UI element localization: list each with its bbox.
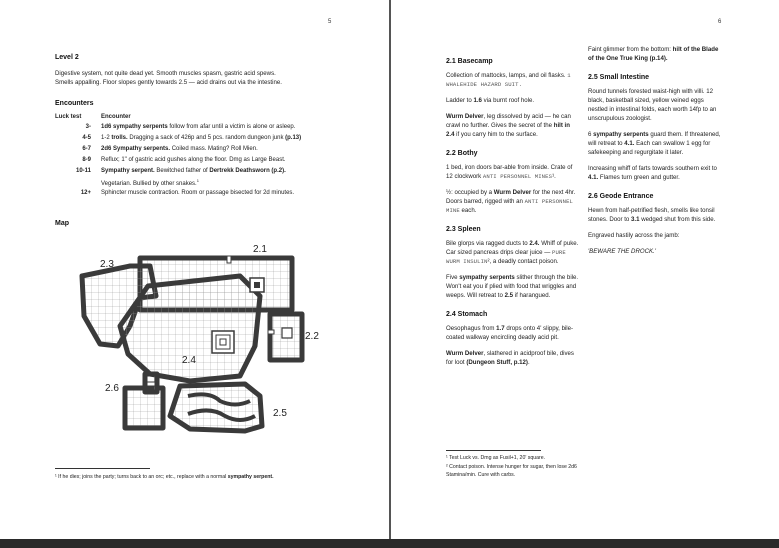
label-2-6: 2.6 [105,383,119,394]
label-2-1: 2.1 [253,244,267,255]
page-number: 5 [328,19,332,25]
label-2-4: 2.4 [182,355,196,366]
level-title: Level 2 [55,54,79,61]
section-2-1-p2: Ladder to 1.6 via burnt roof hole. [446,97,535,104]
encounter-text: Sphincter muscle contraction. Room or passage bisected for 2d minutes. [101,190,295,196]
ladder-hole [250,278,264,292]
right-column-2 [588,45,722,256]
bothy-shaft [282,328,292,338]
section-2-5-title: 2.5 Small Intestine [588,74,650,81]
encounter-text: 2d6 Sympathy serpents. Coiled mass. Mating? Roll Mien. [101,146,258,152]
table-row: 12+ Sphincter muscle contraction. Room or passage bisected for 2d minutes. [55,189,355,200]
section-2-6-title: 2.6 Geode Entrance [588,193,654,200]
encounter-header: Encounter [101,114,131,120]
section-2-4-p3: Faint glimmer from the bottom: hilt of the Blade of the One True King (p.14). [588,46,719,62]
label-2-3: 2.3 [100,259,114,270]
footnote-1: ¹ Test Luck vs. Dmg as Fusil+1, 20' square. [446,455,546,461]
map-walls [82,258,302,431]
footnote-2: ² Contact poison. Intense hunger for sugar, then lose 2d6 Stamina/min. Cure with carbs. [446,464,577,478]
section-2-5-p1: Round tunnels forested waist-high with villi. 12 black, basketball sized, yellow veined eggs nestled in intestinal folds, each worth 14fp to an unscrupulous zoologist. [588,88,717,122]
table-row: 4-5 1-2 trolls. Dragging a sack of 426p and 5 pcs. random dungeon junk (p.13) [55,134,355,145]
section-2-4-p1: Oesophagus from 1.7 drops onto 4' slippy, bile-coated walkway encircling deadly acid pit. [446,325,574,341]
encounter-table [55,114,355,200]
bottom-bar [0,539,779,548]
intro-line-1: Digestive system, not quite dead yet. Smooth muscles spasm, gastric acid spews. [55,70,276,77]
section-2-6-p2: Engraved hastily across the jamb: [588,232,680,239]
room-2-5 [170,384,262,431]
table-row: 6-7 2d6 Sympathy serpents. Coiled mass. Mating? Roll Mien. [55,145,355,156]
section-2-1-p3: Wurm Delver, leg dissolved by acid — he can crawl no further. Gives the secret of the hilt in 2.4 if you carry him to the surface. [446,113,571,138]
section-2-3-p1: Bile glorps via ragged ducts to 2.4. Whiff of puke. Car sized pancreas drips clear juice — PURE WURM INSULIN², a deadly contact poison. [446,240,579,265]
section-2-2-title: 2.2 Bothy [446,150,478,157]
section-2-3-title: 2.3 Spleen [446,226,481,233]
table-row: 8-9 Reflux; 1" of gastric acid gushes along the floor. Dmg as Large Beast. [55,156,355,167]
section-2-6-p1: Hewn from half-petrified flesh, smells like tonsil stones. Door to 3.1 wedged shut from this side. [588,207,716,223]
encounter-text: 1-2 trolls. Dragging a sack of 426p and 5 pcs. random dungeon junk (p.13) [101,135,302,141]
acid-pit [212,331,234,353]
table-row: 10-11 Sympathy serpent. Bewitched father of Dertrekk Deathsworn (p.2). Vegetarian. Bullied by other snakes.$^1$ [55,167,355,189]
dungeon-map [70,236,320,436]
right-page [391,0,779,539]
right-column-1 [446,58,580,367]
footnote-rule [446,450,541,451]
footnote: ¹ If he dies; joins the party; turns back to an orc; etc., replace with a normal sympathy serpent. [55,474,274,480]
map-heading: Map [55,220,69,227]
encounters-heading: Encounters [55,100,94,107]
section-2-5-p3: Increasing whiff of farts towards southern exit to 4.1. Flames turn green and gutter. [588,165,717,181]
section-2-2-p1: 1 bed, iron doors bar-able from inside. Crate of 12 clockwork ANTI PERSONNEL MINES¹. [446,164,573,180]
encounter-text: Reflux; 1" of gastric acid gushes along the floor. Dmg as Large Beast. [101,157,286,163]
label-2-2: 2.2 [305,331,319,342]
section-2-5-p2: 6 sympathy serpents guard them. If threatened, will retreat to 4.1. Each can swallow 1 egg for safekeeping and regurgitate it later. [588,131,721,156]
section-2-6-p3: 'BEWARE THE DROCK.' [588,248,656,255]
page-number: 6 [718,19,722,25]
luck-test-header: Luck test [55,114,82,120]
section-2-4-title: 2.4 Stomach [446,311,488,318]
section-2-1-title: 2.1 Basecamp [446,58,493,65]
table-row: 3- 1d6 sympathy serpents follow from afar until a victim is alone or asleep. [55,123,355,134]
intro-line-2: Smells appalling. Floor slopes gently towards 2.5 — acid drains out via the intestine. [55,79,282,86]
footnote-rule [55,468,150,469]
encounter-text: Sympathy serpent. Bewitched father of Dertrekk Deathsworn (p.2). Vegetarian. Bullied by other snakes.$^1$ [101,168,286,187]
encounter-text: 1d6 sympathy serpents follow from afar until a victim is alone or asleep. [101,124,296,130]
left-page [0,0,389,539]
label-2-5: 2.5 [273,408,287,419]
section-2-2-p2: ½: occupied by a Wurm Delver for the next 4hr. Doors barred, rigged with an ANTI PERSONNEL MINE each. [446,189,576,214]
section-2-4-p2: Wurm Delver, slathered in acidproof bile, dives for loot (Dungeon Stuff, p.12). [446,350,574,366]
section-2-3-p2: Five sympathy serpents slither through the bile. Won't eat you if plied with food that wriggles and weeps. Will retreat to 2.5 if harangued. [446,274,579,299]
section-2-1-p1: Collection of mattocks, lamps, and oil flasks. 1 WHALEHIDE HAZARD SUIT. [446,72,571,88]
